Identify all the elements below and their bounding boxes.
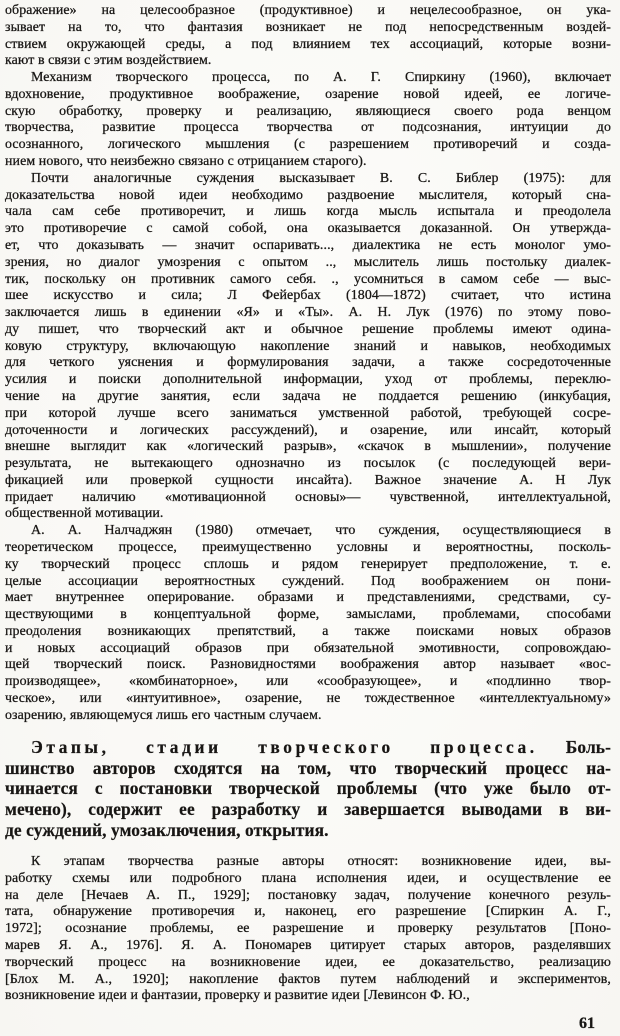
text-line: де суждений, умозаключения, открытия. <box>5 820 329 841</box>
text-line: ществующими в концептуальной форме, замыслами, проблемами, способами <box>5 607 611 623</box>
text-line: при которой лучше всего заниматься умственной работой, требующей сосре- <box>5 405 611 421</box>
text-line: чение на другие занятия, если задача не поддается решению (инкубация, <box>5 388 611 404</box>
paragraph <box>5 523 611 724</box>
text-line: тик, поскольку он противник самого себя. ., усомниться в самом себе — выс- <box>5 271 611 287</box>
paragraph <box>5 171 611 523</box>
text-line: [Блох М. А., 1920]; накопление фактов путем наблюдений и экспериментов, <box>5 971 611 987</box>
text-line: на деле [Нечаев А. П., 1929]; постановку задач, получение конечного резуль- <box>5 887 611 903</box>
text-line: ку творческий процесс сплошь и рядом генерирует предположение, т. е. <box>5 556 611 572</box>
text-line: чала сам себе противоречит, и лишь когда мысль испытала и преодолела <box>5 204 611 220</box>
text-line: возникновение идеи и фантазии, проверку и развитие идеи [Левинсон Ф. Ю., <box>5 988 470 1004</box>
text-line: мает внутреннее оперирование. образами и представлениями, средствами, су- <box>5 590 611 606</box>
text-line: ствием окружающей среды, а под влиянием тех ассоциаций, которые возни- <box>5 36 611 52</box>
text-line: ображение» на целесообразное (продуктивное) и нецелесообразное, он ука- <box>5 3 611 18</box>
text-line: чинается с постановки творческой проблемы (что уже было от- <box>5 778 611 799</box>
text-line: результата, не вытекающего однозначно из посылок (с последующей вери- <box>5 456 611 472</box>
text-line: работку схемы или подробного плана исполнения идеи, и осуществление ее <box>5 870 611 886</box>
text-line: щей творческий поиск. Разновидностями воображения автор называет «вос- <box>5 657 611 673</box>
text-line: шинство авторов сходятся на том, что творческий процесс на- <box>5 757 611 778</box>
text-line: осознанного, логического мышления (с разрешением противоречий и созда- <box>5 137 611 153</box>
text-line: фикацией или проверкой сущности инсайта). Важное значение А. Н Лук <box>5 472 611 488</box>
text-line: ет, что доказывать — значит оспаривать..., диалектика не есть монолог умо- <box>5 237 611 253</box>
text-line: К этапам творчества разные авторы относят: возникновение идеи, вы- <box>31 854 611 870</box>
text-line: это противоречие с самой собой, она оказывается доказанной. Он утвержда- <box>5 221 611 237</box>
text-line: и новых ассоциаций образов при обязательной эмотивности, сопровождаю- <box>5 640 611 656</box>
text-line: ду пишет, что творческий акт и обычное решение проблемы имеют одина- <box>5 321 611 337</box>
text-line: Почти аналогичные суждения высказывает В. С. Библер (1975): для <box>31 170 611 186</box>
text-line: придает наличию «мотивационной основы»— чувственной, интеллектуальной, <box>5 489 611 505</box>
text-line: скую обработку, проверку и реализацию, являющиеся своего рода венцом <box>5 103 611 119</box>
text-line: творческий процесс на возникновение идеи, ее доказательство, реализацию <box>5 954 611 970</box>
text-line: производящее», «комбинаторное», или «сообразующее», и «подлинно твор- <box>5 674 611 690</box>
text-line: для четкого уяснения и формулирования задачи, а также сосредоточенные <box>5 355 611 371</box>
text-line: ковую структуру, включающую накопление знаний и навыков, необходимых <box>5 338 611 354</box>
text-line: внешне выглядит как «логический разрыв», «скачок в мышлении», получение <box>5 439 611 455</box>
heading-lead: Этапы, стадии творческого процесса. <box>31 736 538 757</box>
text-line: преодоления возникающих препятствий, а также поисками новых образов <box>5 623 611 639</box>
text-line: шее искусство и сила; Л Фейербах (1804—1872) считает, что истина <box>5 288 611 304</box>
paragraph <box>5 70 611 171</box>
text-line: усилия и поиски дополнительной информации, уход от проблемы, переклю- <box>5 372 611 388</box>
text-line: 1972]; осознание проблемы, ее разрешение и проверку результатов [Поно- <box>5 921 611 937</box>
text-line: нием нового, что неизбежно связано с отрицанием старого). <box>5 154 367 170</box>
text-line: кают в связи с этим воздействием. <box>5 53 212 69</box>
text-line: марев Я. А., 1976]. Я. А. Пономарев цитирует старых авторов, разделявших <box>5 938 611 954</box>
text-line: озарению, являющемуся лишь его частным случаем. <box>5 707 322 723</box>
text-line: теоретическом процессе, преимущественно условны и вероятностны, посколь- <box>5 540 611 555</box>
text-line: доточенности и логических рассуждений), и озарение, или инсайт, который <box>5 422 611 438</box>
text-line: Этапы, стадии творческого процесса. Боль- <box>31 736 611 757</box>
text-line: общественной мотивации. <box>5 506 164 522</box>
paragraph <box>5 854 611 1005</box>
text-line: доказательства новой идеи необходимо раздвоение мыслителя, который сна- <box>5 187 611 203</box>
section-heading <box>5 737 611 842</box>
text-line: тата, обнаружение противоречия и, наконец, его разрешение [Спиркин А. Г., <box>5 904 611 920</box>
text-line: ческое», или «интуитивное», озарение, не тождественное «интеллектуальному» <box>5 691 611 707</box>
text-line: творчества, развитие процесса творчества от подсознания, интуиции до <box>5 120 611 136</box>
text-line: мечено), содержит ее разработку и завершается выводами в ви- <box>5 799 611 820</box>
text-line: зывает на то, что фантазия возникает не под непосредственным воздей- <box>5 19 611 35</box>
text-line: вдохновение, продуктивное воображение, озарение новой идеей, ее логиче- <box>5 86 611 102</box>
text-column <box>5 3 611 1005</box>
text-line: зрения, но диалог умозрения с опытом .., мыслитель лишь постольку диалек- <box>5 254 611 270</box>
page-number: 61 <box>579 1015 595 1032</box>
paragraph <box>5 3 611 70</box>
text-line: А. А. Налчаджян (1980) отмечает, что суждения, осуществляющиеся в <box>31 523 611 539</box>
text-line: Механизм творческого процесса, по А. Г. Спиркину (1960), включает <box>31 70 611 86</box>
text-line: целые ассоциации вероятностных суждений. Под воображением он пони- <box>5 573 611 589</box>
text-line: заключается лишь в единении «Я» и «Ты». А. Н. Лук (1976) по этому пово- <box>5 305 611 321</box>
